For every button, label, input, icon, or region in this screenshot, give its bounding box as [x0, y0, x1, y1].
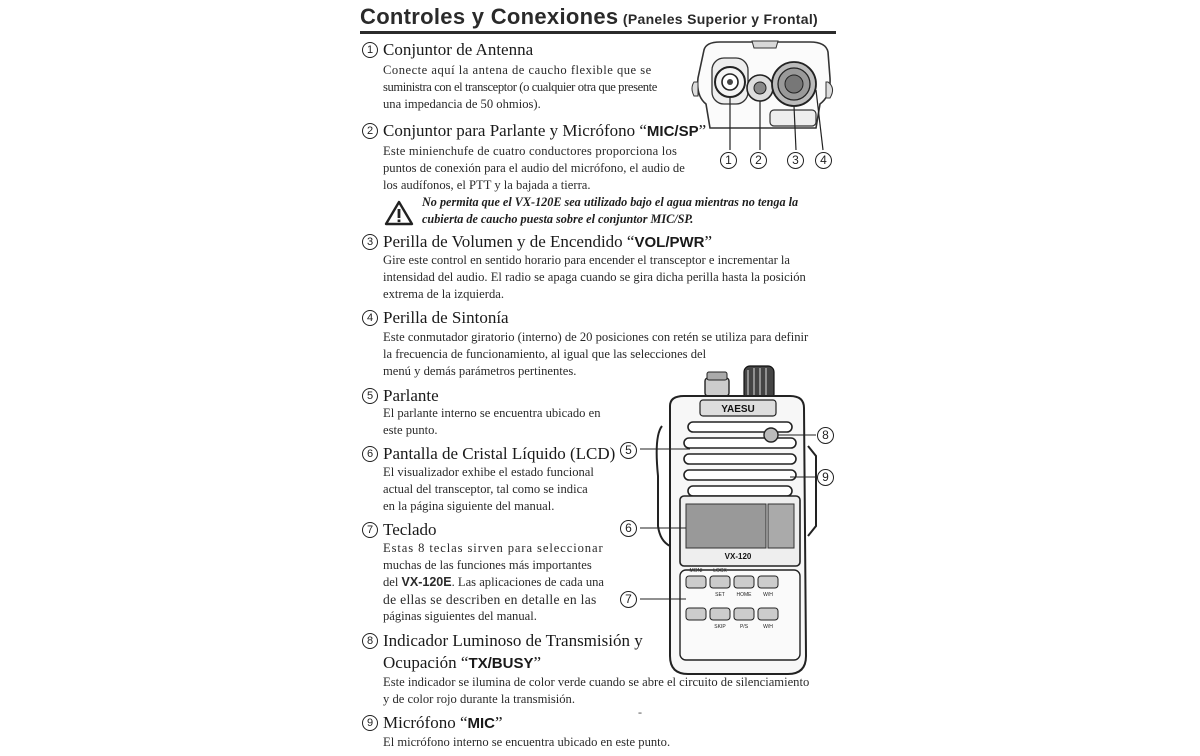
- section-heading: Pantalla de Cristal Líquido (LCD): [383, 444, 616, 463]
- body-line: Este indicador se ilumina de color verde cuando se abre el circuito de silenciamiento: [383, 675, 810, 689]
- brand-label: YAESU: [721, 404, 755, 415]
- key-label: LOCK: [713, 568, 727, 574]
- body-line: muchas de las funciones más importantes: [383, 558, 592, 572]
- body-keyword: VX-120E: [401, 575, 452, 589]
- key-label: SKIP: [714, 624, 726, 630]
- section-6-heading: [362, 444, 615, 464]
- section-7-heading: [362, 520, 437, 540]
- body-line: una impedancia de 50 ohmios).: [383, 97, 541, 111]
- heading-text: Ocupación “: [383, 653, 469, 672]
- body-line: Estas 8 teclas sirven para seleccionar: [383, 541, 604, 555]
- section-number: 7: [362, 522, 378, 538]
- section-heading: Parlante: [383, 386, 439, 405]
- section-5-heading: [362, 386, 439, 406]
- body-line: páginas siguientes del manual.: [383, 609, 537, 623]
- body-line: intensidad del audio. El radio se apaga cuando se gira dicha perilla hasta la posición: [383, 270, 806, 284]
- heading-text: ”: [698, 121, 707, 140]
- section-number: 2: [362, 123, 378, 139]
- key-label: W/H: [763, 624, 773, 630]
- key-label: HOME: [736, 592, 752, 598]
- section-9-heading: [362, 713, 503, 733]
- section-heading: Indicador Luminoso de Transmisión y: [383, 631, 643, 650]
- key-label: MONI: [689, 568, 703, 574]
- body-line: Conecte aquí la antena de caucho flexible que se: [383, 63, 652, 77]
- body-line: El parlante interno se encuentra ubicado en: [383, 406, 601, 420]
- section-number: 8: [362, 633, 378, 649]
- section-number: 1: [362, 42, 378, 58]
- body-line: Gire este control en sentido horario para encender el transceptor e incrementar la: [383, 253, 791, 267]
- section-2-heading: [362, 121, 706, 141]
- callout-1: 1: [720, 152, 737, 169]
- body-line: Este minienchufe de cuatro conductores proporciona los: [383, 144, 678, 158]
- section-1-body: [383, 62, 685, 113]
- warning-line: No permita que el VX-120E sea utilizado bajo el agua mientras no tenga la: [422, 195, 799, 209]
- body-line: extrema de la izquierda.: [383, 287, 504, 301]
- callout-3: 3: [787, 152, 804, 169]
- heading-text: Perilla de Volumen y de Encendido “: [383, 232, 635, 251]
- section-number: 3: [362, 234, 378, 250]
- section-heading: Perilla de Sintonía: [383, 308, 509, 327]
- warning-line: cubierta de caucho puesta sobre el conjuntor MIC/SP.: [422, 212, 694, 226]
- body-line: El visualizador exhibe el estado funcional: [383, 465, 594, 479]
- body-line: Este conmutador giratorio (interno) de 20 posiciones con retén se utiliza para definir: [383, 330, 809, 344]
- heading-keyword: MIC: [467, 715, 496, 732]
- body-line: puntos de conexión para el audio del micrófono, el audio de: [383, 161, 685, 175]
- section-number: 4: [362, 310, 378, 326]
- key-label: W/H: [763, 592, 773, 598]
- section-7-body: [383, 540, 623, 625]
- callout-9: 9: [817, 469, 834, 486]
- section-heading: Teclado: [383, 520, 437, 539]
- body-text: del: [383, 575, 402, 589]
- section-8-heading-line2: [383, 653, 541, 673]
- section-4-heading: [362, 308, 509, 328]
- body-text: . Las aplicaciones de cada una: [451, 575, 605, 589]
- callout-7: 7: [620, 591, 637, 608]
- body-line: en la página siguiente del manual.: [383, 499, 555, 513]
- callout-6: 6: [620, 520, 637, 537]
- body-line: de ellas se describen en detalle en las: [383, 592, 597, 607]
- section-3-body: [383, 252, 838, 303]
- heading-keyword: MIC/SP: [646, 123, 699, 140]
- warning-note: [422, 194, 836, 228]
- model-label: VX-120: [724, 552, 752, 561]
- section-heading: Conjuntor de Antenna: [383, 40, 534, 59]
- section-9-body: [383, 734, 838, 751]
- callout-4: 4: [815, 152, 832, 169]
- heading-keyword: VOL/PWR: [634, 234, 705, 251]
- section-2-body: [383, 143, 701, 194]
- key-label: P/S: [739, 624, 749, 630]
- section-6-body: [383, 464, 623, 515]
- page-title: [360, 4, 818, 30]
- page-title-sub: (Paneles Superior y Frontal): [622, 11, 819, 27]
- body-line: los audífonos, el PTT y la bajada a tierra.: [383, 178, 591, 192]
- top-panel-illustration: [690, 38, 840, 160]
- section-3-heading: [362, 232, 712, 252]
- section-5-body: [383, 405, 623, 439]
- heading-text: Conjuntor para Parlante y Micrófono “: [383, 121, 647, 140]
- body-line: suministra con el transceptor (o cualquier otra que presente: [383, 80, 657, 94]
- body-line: [383, 574, 623, 591]
- heading-text: ”: [533, 653, 541, 672]
- callout-2: 2: [750, 152, 767, 169]
- body-line: El micrófono interno se encuentra ubicado en este punto.: [383, 735, 671, 749]
- radio-front-illustration: [640, 356, 840, 706]
- heading-text: Micrófono “: [383, 713, 468, 732]
- callout-8: 8: [817, 427, 834, 444]
- body-line: actual del transceptor, tal como se indica: [383, 482, 588, 496]
- section-1-heading: [362, 40, 533, 60]
- body-line: este punto.: [383, 423, 438, 437]
- section-number: 5: [362, 388, 378, 404]
- callout-5: 5: [620, 442, 637, 459]
- section-number: 9: [362, 715, 378, 731]
- warning-icon: [384, 200, 414, 226]
- stray-mark: -: [638, 705, 642, 719]
- key-label: SET: [715, 592, 725, 598]
- body-line: la frecuencia de funcionamiento, al igual que las selecciones del: [383, 347, 707, 361]
- section-8-heading: [362, 631, 643, 651]
- section-number: 6: [362, 446, 378, 462]
- body-line: y de color rojo durante la transmisión.: [383, 692, 576, 706]
- body-line: menú y demás parámetros pertinentes.: [383, 364, 577, 378]
- title-rule: [360, 31, 836, 34]
- heading-keyword: TX/BUSY: [468, 655, 534, 672]
- page-title-main: Controles y Conexiones: [360, 4, 619, 29]
- heading-text: ”: [704, 232, 713, 251]
- heading-text: ”: [495, 713, 503, 732]
